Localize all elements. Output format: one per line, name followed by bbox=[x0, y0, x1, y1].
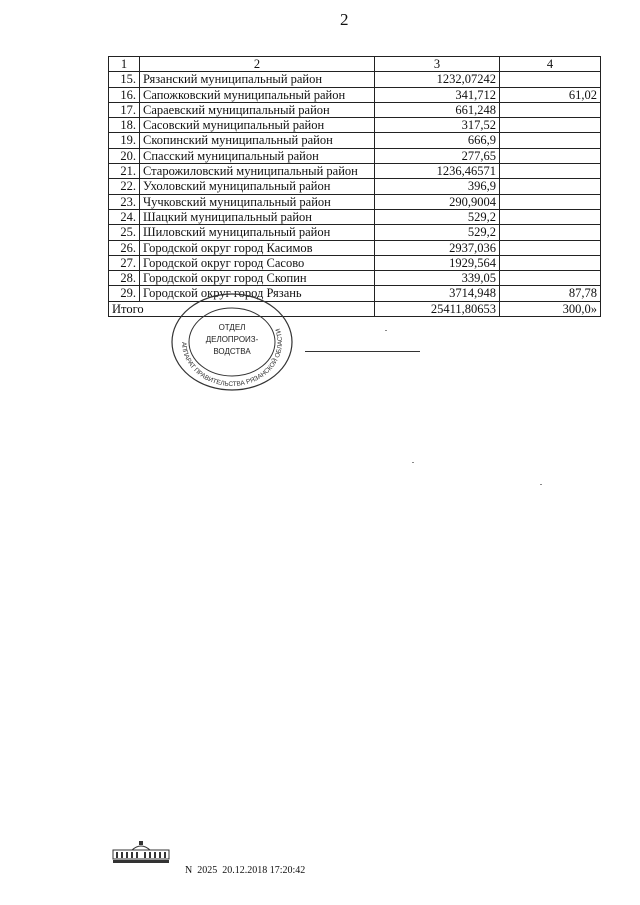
stamp-line-2: ДЕЛОПРОИЗ- bbox=[205, 335, 259, 344]
government-building-icon bbox=[112, 840, 170, 864]
row-number: 25. bbox=[109, 225, 140, 240]
column-4-value bbox=[500, 164, 601, 179]
stamp-ring-text: АППАРАТ ПРАВИТЕЛЬСТВА РЯЗАНСКОЙ ОБЛАСТИ bbox=[179, 327, 285, 389]
column-3-value: 666,9 bbox=[375, 133, 500, 148]
total-label: Итого bbox=[109, 301, 375, 316]
scan-speck bbox=[540, 484, 542, 485]
table-header-row bbox=[109, 57, 601, 72]
allocation-table bbox=[108, 56, 601, 317]
row-number: 27. bbox=[109, 255, 140, 270]
registration-number-prefix: N bbox=[185, 865, 193, 876]
column-4-value bbox=[500, 179, 601, 194]
page-number: 2 bbox=[340, 10, 349, 29]
district-name: Скопинский муниципальный район bbox=[140, 133, 375, 148]
column-3-value: 1236,46571 bbox=[375, 164, 500, 179]
column-4-value bbox=[500, 240, 601, 255]
column-4-value bbox=[500, 209, 601, 224]
row-number: 23. bbox=[109, 194, 140, 209]
row-number: 16. bbox=[109, 87, 140, 102]
district-name: Чучковский муниципальный район bbox=[140, 194, 375, 209]
header-cell: 1 bbox=[109, 57, 140, 72]
district-name: Шиловский муниципальный район bbox=[140, 225, 375, 240]
column-3-value: 529,2 bbox=[375, 225, 500, 240]
row-number: 20. bbox=[109, 148, 140, 163]
column-3-value: 661,248 bbox=[375, 102, 500, 117]
row-number: 18. bbox=[109, 118, 140, 133]
row-number: 19. bbox=[109, 133, 140, 148]
table-row bbox=[109, 271, 601, 286]
table-row bbox=[109, 148, 601, 163]
column-3-value: 290,9004 bbox=[375, 194, 500, 209]
header-cell: 4 bbox=[500, 57, 601, 72]
column-3-value: 396,9 bbox=[375, 179, 500, 194]
official-stamp bbox=[170, 292, 294, 392]
table-row bbox=[109, 209, 601, 224]
registration-datetime: 20.12.2018 17:20:42 bbox=[222, 865, 306, 876]
column-4-value bbox=[500, 118, 601, 133]
column-3-value: 1929,564 bbox=[375, 255, 500, 270]
table-row bbox=[109, 240, 601, 255]
row-number: 26. bbox=[109, 240, 140, 255]
column-4-value bbox=[500, 194, 601, 209]
district-name: Шацкий муниципальный район bbox=[140, 209, 375, 224]
registration-footer bbox=[112, 840, 472, 880]
district-name: Городской округ город Касимов bbox=[140, 240, 375, 255]
row-number: 28. bbox=[109, 271, 140, 286]
table-row bbox=[109, 179, 601, 194]
table-row bbox=[109, 72, 601, 87]
district-name: Городской округ город Скопин bbox=[140, 271, 375, 286]
district-name: Спасский муниципальный район bbox=[140, 148, 375, 163]
scan-speck bbox=[385, 330, 387, 331]
column-4-value bbox=[500, 102, 601, 117]
header-cell: 3 bbox=[375, 57, 500, 72]
column-4-value bbox=[500, 133, 601, 148]
district-name: Сапожковский муниципальный район bbox=[140, 87, 375, 102]
row-number: 29. bbox=[109, 286, 140, 301]
column-3-value: 2937,036 bbox=[375, 240, 500, 255]
district-name: Городской округ город Рязань bbox=[140, 286, 375, 301]
row-number: 21. bbox=[109, 164, 140, 179]
table-row bbox=[109, 225, 601, 240]
column-3-value: 277,65 bbox=[375, 148, 500, 163]
district-name: Рязанский муниципальный район bbox=[140, 72, 375, 87]
column-3-value: 317,52 bbox=[375, 118, 500, 133]
total-column-3: 25411,80653 bbox=[375, 301, 500, 316]
district-name: Городской округ город Сасово bbox=[140, 255, 375, 270]
table-row bbox=[109, 255, 601, 270]
column-4-value bbox=[500, 225, 601, 240]
district-name: Старожиловский муниципальный район bbox=[140, 164, 375, 179]
table-row bbox=[109, 164, 601, 179]
stamp-line-3: ВОДСТВА bbox=[213, 347, 251, 356]
column-3-value: 3714,948 bbox=[375, 286, 500, 301]
column-4-value bbox=[500, 72, 601, 87]
registration-number: 2025 bbox=[197, 865, 218, 876]
row-number: 15. bbox=[109, 72, 140, 87]
table-row bbox=[109, 194, 601, 209]
registration-stamp bbox=[185, 865, 310, 876]
column-4-value: 61,02 bbox=[500, 87, 601, 102]
district-name: Ухоловский муниципальный район bbox=[140, 179, 375, 194]
column-3-value: 341,712 bbox=[375, 87, 500, 102]
column-3-value: 1232,07242 bbox=[375, 72, 500, 87]
row-number: 24. bbox=[109, 209, 140, 224]
row-number: 17. bbox=[109, 102, 140, 117]
column-3-value: 339,05 bbox=[375, 271, 500, 286]
scan-speck bbox=[412, 462, 414, 463]
table-row bbox=[109, 133, 601, 148]
stamp-line-1: ОТДЕЛ bbox=[218, 323, 246, 332]
total-column-4: 300,0» bbox=[500, 301, 601, 316]
district-name: Сараевский муниципальный район bbox=[140, 102, 375, 117]
column-4-value bbox=[500, 148, 601, 163]
column-4-value: 87,78 bbox=[500, 286, 601, 301]
table-row bbox=[109, 118, 601, 133]
table-row bbox=[109, 87, 601, 102]
column-3-value: 529,2 bbox=[375, 209, 500, 224]
column-4-value bbox=[500, 271, 601, 286]
signature-line bbox=[305, 351, 420, 352]
column-4-value bbox=[500, 255, 601, 270]
table-row bbox=[109, 102, 601, 117]
header-cell: 2 bbox=[140, 57, 375, 72]
district-name: Сасовский муниципальный район bbox=[140, 118, 375, 133]
row-number: 22. bbox=[109, 179, 140, 194]
